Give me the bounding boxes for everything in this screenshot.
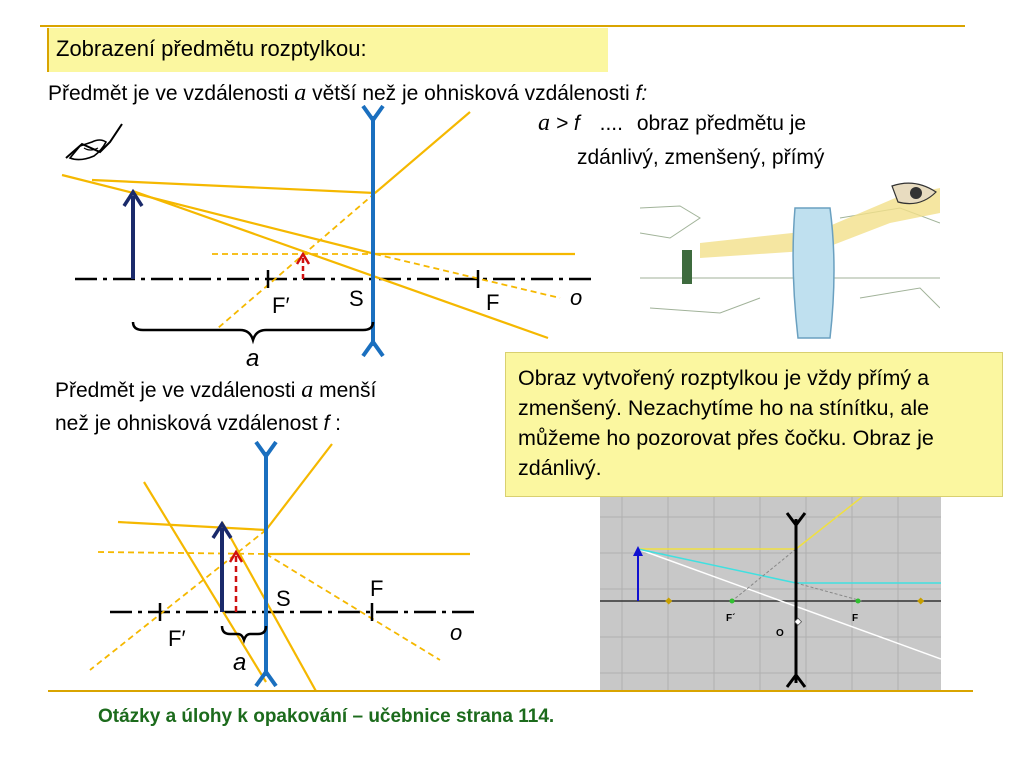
image-arrow <box>297 254 309 279</box>
label-f-2: F <box>370 576 384 601</box>
ray <box>133 191 548 338</box>
label-s: S <box>349 286 364 311</box>
ray <box>375 112 470 193</box>
label-o: o <box>570 285 583 310</box>
case2-line2-after: : <box>329 412 342 435</box>
sim-label-o: O <box>776 628 784 639</box>
ray <box>118 522 266 530</box>
label-f-prime: F′ <box>272 293 290 318</box>
simulation-drawing <box>600 497 941 690</box>
diverging-lens <box>363 106 383 356</box>
virtual-ray <box>98 552 266 554</box>
distance-brace-2 <box>222 626 266 640</box>
case1-f: f: <box>635 82 648 105</box>
diagram-2 <box>0 430 520 690</box>
case2-var: a <box>301 377 314 403</box>
case1-var: a <box>294 80 307 106</box>
sim-object-arrow <box>633 546 643 601</box>
case1-text-after: větší než je ohnisková vzdálenosti <box>306 82 636 105</box>
case1-cond-a: a <box>538 110 550 136</box>
info-box: Obraz vytvořený rozptylkou je vždy přímý a zmenšený. Nezachytíme ho na stínítku, ale můžeme ho pozorovat přes čočku. Obraz je zdánlivý. <box>505 352 1003 497</box>
diverging-lens-2 <box>256 442 276 686</box>
distance-brace <box>133 322 373 340</box>
case2-line1-before: Předmět je ve vzdálenosti <box>55 379 302 402</box>
case1-text-before: Předmět je ve vzdálenosti <box>48 82 295 105</box>
sim-lens <box>787 513 805 687</box>
case1-dots: .... <box>599 112 623 135</box>
diagram-1 <box>0 0 640 380</box>
virtual-ray <box>266 554 440 660</box>
simulation-panel <box>600 497 941 690</box>
case1-cond-rest: > f <box>550 112 580 135</box>
label-f: F <box>486 290 500 315</box>
image-arrow-2 <box>230 552 242 612</box>
ray <box>266 444 332 530</box>
virtual-ray <box>375 254 560 298</box>
label-a: a <box>246 345 260 372</box>
ray <box>144 482 266 682</box>
sim-label-f-prime: F´ <box>726 613 736 624</box>
case2-line2-before: než je ohnisková vzdálenost <box>55 412 324 435</box>
bottom-rule <box>48 690 973 692</box>
label-s-2: S <box>276 586 291 611</box>
candle-icon <box>682 250 692 284</box>
label-f-prime-2: F′ <box>168 626 186 651</box>
footer-text: Otázky a úlohy k opakování – učebnice strana 114. <box>98 706 555 727</box>
lens-shape <box>793 208 834 338</box>
label-a-2: a <box>233 649 247 676</box>
label-o-2: o <box>450 620 463 645</box>
case1-result-2: zdánlivý, zmenšený, přímý <box>577 146 825 169</box>
lens-photo <box>640 178 940 346</box>
case2-f: f <box>323 412 330 435</box>
case1-result-1: obraz předmětu je <box>636 112 807 135</box>
virtual-rays <box>212 193 560 328</box>
object-arrow <box>124 192 142 279</box>
sim-label-f: F <box>852 613 859 624</box>
rays-2 <box>118 444 470 690</box>
case2-line1-after: menší <box>313 379 377 402</box>
slide-title: Zobrazení předmětu rozptylkou: <box>56 36 367 61</box>
